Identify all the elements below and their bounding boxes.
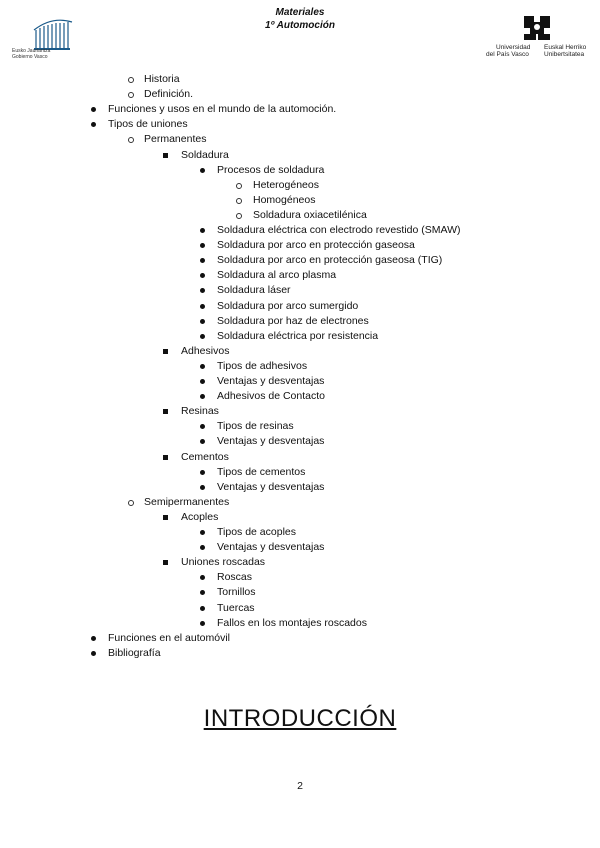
outline-item: Soldadura (181, 148, 229, 161)
outline-item: Soldadura eléctrica con electrodo revestido (SMAW) (217, 224, 461, 236)
bullet-icon (163, 455, 168, 460)
outline-item: Adhesivos de Contacto (217, 390, 325, 403)
bullet-icon (200, 470, 205, 475)
outline-item: Uniones roscadas (181, 556, 266, 569)
header-title-line2: 1º Automoción (265, 20, 335, 31)
bullet-icon (91, 651, 96, 656)
outline-item: Funciones y usos en el mundo de la automoción. (108, 103, 337, 116)
outline-item: Soldadura eléctrica por resistencia (217, 329, 379, 342)
bullet-icon (200, 545, 205, 550)
outline-item: Soldadura oxiacetilénica (253, 208, 367, 221)
bullet-icon (91, 107, 96, 112)
bullet-icon (163, 349, 168, 354)
bullet-icon (236, 198, 242, 204)
outline-item: Adhesivos (181, 344, 230, 357)
outline-item: Acoples (181, 510, 219, 523)
outline-item: Tipos de acoples (217, 526, 296, 538)
outline-item: Tipos de uniones (108, 118, 188, 131)
bullet-icon (200, 273, 205, 278)
bullet-icon (200, 379, 205, 384)
bullet-icon (200, 243, 205, 248)
outline-item: Ventajas y desventajas (217, 541, 325, 554)
bullet-icon (236, 183, 242, 189)
outline-item: Soldadura al arco plasma (217, 269, 337, 282)
outline-item: Funciones en el automóvil (108, 631, 230, 644)
bullet-icon (200, 621, 205, 626)
outline-item: Bibliografía (108, 646, 161, 659)
outline-item: Cementos (181, 450, 229, 463)
outline-item: Ventajas y desventajas (217, 435, 325, 448)
outline-item: Tipos de adhesivos (217, 359, 308, 372)
outline-item: Ventajas y desventajas (217, 375, 325, 387)
bullet-icon (200, 394, 205, 399)
left-logo-text-2: Gobierno Vasco (12, 54, 48, 60)
outline-item: Fallos en los montajes roscados (217, 616, 367, 629)
right-logo-text-col1-line1: Universidad (496, 44, 531, 51)
header-title-line1: Materiales (275, 7, 325, 18)
right-logo-text-col1-line2: del País Vasco (486, 51, 529, 58)
page-header (0, 0, 600, 70)
bullet-icon (200, 319, 205, 324)
bullet-icon (200, 304, 205, 309)
page-number: 2 (297, 780, 303, 792)
bullet-icon (236, 213, 242, 219)
bullet-icon (200, 439, 205, 444)
outline-item: Resinas (181, 405, 219, 418)
outline-item: Soldadura por arco sumergido (217, 299, 359, 312)
bullet-icon (200, 590, 205, 595)
outline-item: Tipos de resinas (217, 420, 294, 433)
bullet-icon (163, 515, 168, 520)
bullet-icon (200, 606, 205, 611)
right-logo-text-col2-line2: Unibertsitatea (544, 51, 585, 58)
bullet-icon (91, 122, 96, 127)
section-heading: INTRODUCCIÓN (203, 705, 397, 732)
outline-item: Procesos de soldadura (217, 163, 325, 176)
outline-item: Tipos de cementos (217, 465, 306, 478)
outline-item: Historia (144, 73, 180, 85)
bullet-icon (200, 334, 205, 339)
left-logo-text-1: Eusko Jaurlaritza (12, 48, 51, 54)
outline-item: Homogéneos (253, 193, 316, 206)
outline-item: Ventajas y desventajas (217, 480, 325, 493)
bullet-icon (200, 228, 205, 233)
right-logo-text-col2-line1: Euskal Herriko (544, 44, 587, 51)
bullet-icon (128, 77, 134, 83)
bullet-icon (163, 409, 168, 414)
outline-item: Soldadura láser (217, 284, 291, 297)
bullet-icon (128, 500, 134, 506)
bullet-icon (200, 485, 205, 490)
outline-item: Heterogéneos (253, 178, 319, 191)
bullet-icon (200, 530, 205, 535)
outline-item: Soldadura por arco en protección gaseosa (TIG) (217, 254, 443, 267)
bullet-icon (200, 424, 205, 429)
bullet-icon (163, 153, 168, 158)
outline-item: Permanentes (144, 133, 207, 146)
outline-item: Soldadura por haz de electrones (217, 314, 369, 327)
bullet-icon (91, 636, 96, 641)
outline-item: Semipermanentes (144, 495, 230, 508)
outline-item: Roscas (217, 571, 253, 584)
bullet-icon (200, 364, 205, 369)
bullet-icon (200, 258, 205, 263)
bullet-icon (200, 288, 205, 293)
bullet-icon (128, 137, 134, 143)
outline-item: Tornillos (217, 586, 256, 599)
outline-item: Definición. (144, 88, 194, 101)
outline-item: Soldadura por arco en protección gaseosa (217, 239, 415, 252)
bullet-icon (128, 92, 134, 98)
bullet-icon (200, 575, 205, 580)
outline-item: Tuercas (217, 601, 255, 614)
bullet-icon (163, 560, 168, 565)
bullet-icon (200, 168, 205, 173)
